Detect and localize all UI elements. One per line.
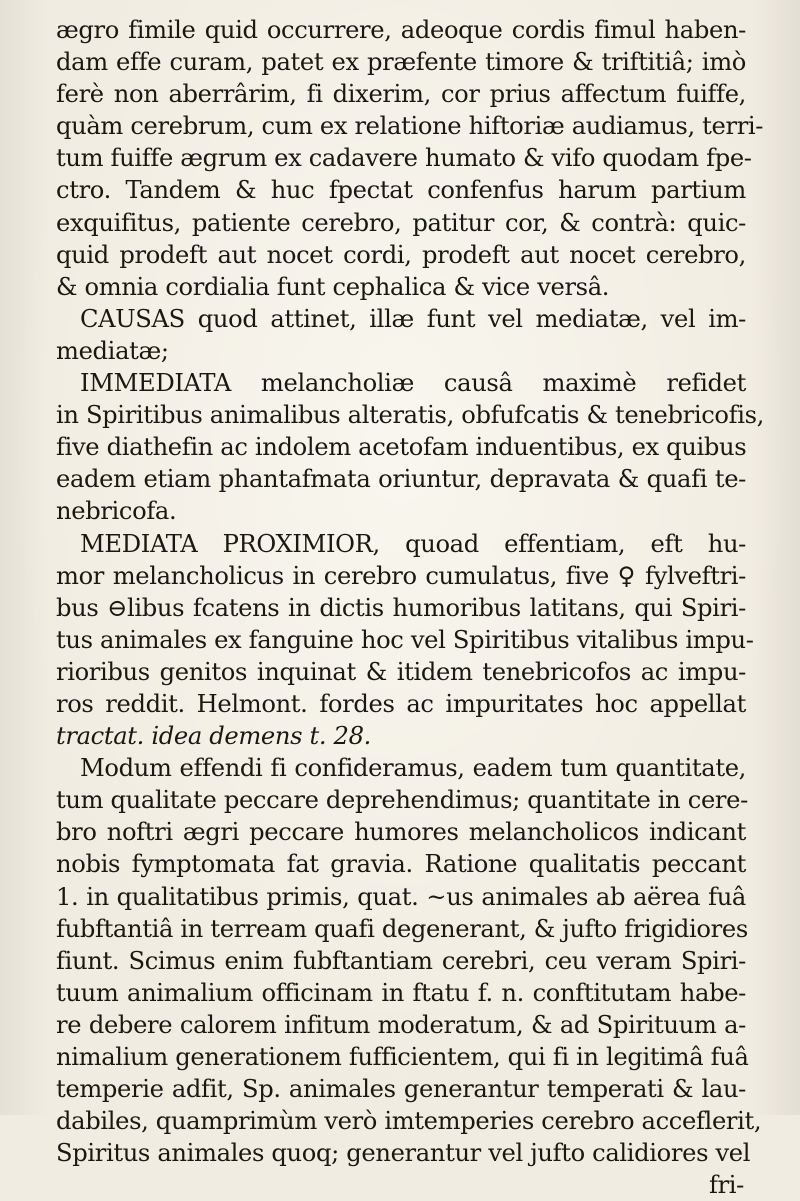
text-line: bus ⊖libus fcatens in dictis humoribus latitans, qui Spiri- (56, 593, 746, 622)
text-line: fubftantiâ in terream quafi degenerant, & jufto frigidiores (56, 914, 748, 943)
text-line: dam effe curam, patet ex præfente timore & triftitiâ; imò (56, 48, 746, 77)
text-line: rioribus genitos inquinat & itidem tenebricofos ac impu- (56, 657, 746, 686)
text-line: re debere calorem infitum moderatum, & ad Spirituum a- (56, 1010, 746, 1039)
text-line: quàm cerebrum, cum ex relatione hiftoriæ audiamus, terri- (56, 112, 764, 141)
text-line: temperie adfit, Sp. animales generantur temperati & lau- (56, 1075, 746, 1104)
text-line: ros reddit. Helmont. fordes ac impuritates hoc appellat (56, 689, 746, 718)
text-line: eadem etiam phantafmata oriuntur, depravata & quafi te- (56, 465, 746, 494)
text-line: five diathefin ac indolem acetofam induentibus, ex quibus (56, 433, 747, 462)
text-line: ægro fimile quid occurrere, adeoque cordis fimul haben- (56, 16, 746, 44)
text-line: tuum animalium officinam in ftatu f. n. conftitutam habe- (56, 978, 746, 1007)
text-line: mor melancholicus in cerebro cumulatus, five ♀ fylveftri- (56, 561, 746, 590)
text-line: nebricofa. (56, 497, 177, 526)
text-line: dabiles, quamprimùm verò imtemperies cerebro acceflerit, (56, 1107, 762, 1136)
text-line: nobis fymptomata fat gravia. Ratione qualitatis peccant (56, 850, 746, 879)
text-line: 1. in qualitatibus primis, quat. ~us animales ab aërea fuâ (56, 882, 746, 911)
text-line: Spiritus animales quoq; generantur vel jufto calidiores vel (56, 1139, 751, 1168)
text-line: mediatæ; (56, 336, 169, 365)
catchword: fri- (708, 1171, 744, 1200)
text-line: CAUSAS quod attinet, illæ funt vel mediatæ, vel im- (80, 304, 746, 333)
text-line: quid prodeft aut nocet cordi, prodeft aut nocet cerebro, (56, 240, 746, 269)
text-line: tus animales ex fanguine hoc vel Spiritibus vitalibus impu- (56, 625, 754, 654)
text-line: tractat. idea demens t. 28. (56, 722, 371, 751)
text-line: exquifitus, patiente cerebro, patitur cor, & contrà: quic- (56, 208, 746, 237)
text-line: bro noftri ægri peccare humores melancholicos indicant (56, 818, 746, 847)
page-text (56, 14, 765, 1201)
text-line: IMMEDIATA melancholiæ causâ maximè refidet (80, 369, 746, 398)
text-line: in Spiritibus animalibus alteratis, obfufcatis & tenebricofis, (56, 401, 765, 430)
text-line: ferè non aberrârim, fi dixerim, cor prius affectum fuiffe, (56, 80, 746, 109)
text-line: nimalium generationem fufficientem, qui fi in legitimâ fuâ (56, 1043, 749, 1071)
text-line: tum fuiffe ægrum ex cadavere humato & vifo quodam fpe- (56, 144, 752, 173)
text-line: tum qualitate peccare deprehendimus; quantitate in cere- (56, 786, 748, 815)
text-line: ctro. Tandem & huc fpectat confenfus harum partium (56, 176, 746, 205)
text-line: Modum effendi fi confideramus, eadem tum quantitate, (80, 754, 746, 783)
text-line: MEDIATA PROXIMIOR, quoad effentiam, eft hu- (80, 529, 746, 558)
text-line: fiunt. Scimus enim fubftantiam cerebri, ceu veram Spiri- (56, 946, 746, 975)
text-line: & omnia cordialia funt cephalica & vice versâ. (56, 272, 610, 301)
